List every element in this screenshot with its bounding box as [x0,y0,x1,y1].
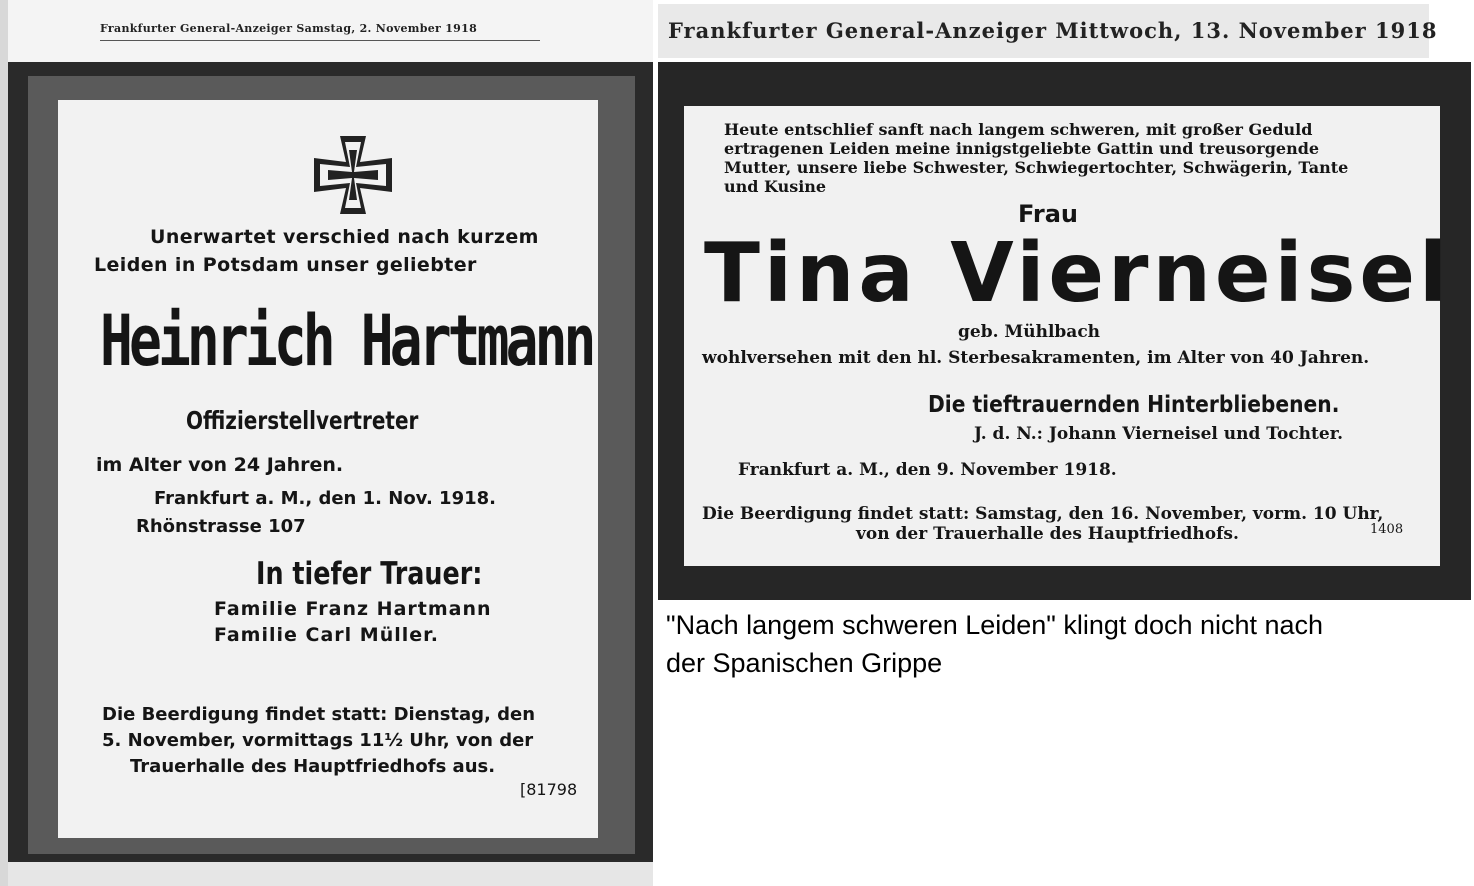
right-place-date: Frankfurt a. M., den 9. November 1918. [738,460,1117,480]
left-deceased-rank: Offizierstellvertreter [186,406,419,435]
left-family-2: Familie Carl Müller. [214,624,440,646]
left-intro-line2: Leiden in Potsdam unser geliebter [94,254,477,276]
left-burial-line2: 5. November, vormittags 11½ Uhr, von der [102,730,534,751]
left-newspaper-header [8,0,653,62]
page-edge [0,0,8,886]
right-title: Frau [1018,200,1078,228]
caption [666,606,1456,682]
right-obituary-paper [684,106,1452,566]
right-intro-line2: ertragenen Leiden meine innigstgeliebte Gattin und treusorgende [724,139,1320,158]
right-maiden-name: geb. Mühlbach [958,322,1101,342]
left-place-date: Frankfurt a. M., den 1. Nov. 1918. [154,488,496,509]
left-header-text: Frankfurter General-Anzeiger Samstag, 2. November 1918 [100,22,540,41]
right-burial-line1: Die Beerdigung findet statt: Samstag, den 16. November, vorm. 10 Uhr, [702,504,1384,524]
left-mourning-heading: In tiefer Trauer: [256,556,483,592]
left-family-1: Familie Franz Hartmann [214,598,492,620]
right-newspaper-header [658,4,1438,58]
right-deceased-name: Tina Vierneisel [704,226,1452,321]
right-header-text: Frankfurter General-Anzeiger Mittwoch, 13. November 1918 [668,18,1438,43]
right-intro-line4: und Kusine [724,177,827,196]
left-ad-code: [81798 [520,780,578,799]
caption-line2: der Spanischen Grippe [666,648,943,678]
right-intro-line3: Mutter, unsere liebe Schwester, Schwiegertochter, Schwägerin, Tante [724,158,1349,177]
right-intro-line1: Heute entschlief sanft nach langem schweren, mit großer Geduld [724,120,1313,139]
caption-line1: "Nach langem schweren Leiden" klingt doch nicht nach [666,610,1324,640]
left-obituary [8,62,653,862]
left-burial-line3: Trauerhalle des Hauptfriedhofs aus. [130,756,496,777]
left-deceased-name: Heinrich Hartmann [100,300,593,382]
left-burial-line1: Die Beerdigung findet statt: Dienstag, den [102,704,536,725]
left-bottom-edge [8,862,653,886]
left-obituary-paper [58,100,598,838]
left-deceased-age: im Alter von 24 Jahren. [96,454,344,476]
right-sacraments-line: wohlversehen mit den hl. Sterbesakramenten, im Alter von 40 Jahren. [702,348,1370,368]
right-mourning-heading: Die tieftrauernden Hinterbliebenen. [928,392,1340,418]
right-burial-line2: von der Trauerhalle des Hauptfriedhofs. [856,524,1239,544]
iron-cross-icon [310,132,396,218]
right-ad-code: 1408 [1370,522,1404,537]
right-obituary [658,62,1471,600]
left-address: Rhönstrasse 107 [136,516,306,537]
right-on-behalf: J. d. N.: Johann Vierneisel und Tochter. [974,424,1344,444]
left-intro-line1: Unerwartet verschied nach kurzem [150,226,539,248]
